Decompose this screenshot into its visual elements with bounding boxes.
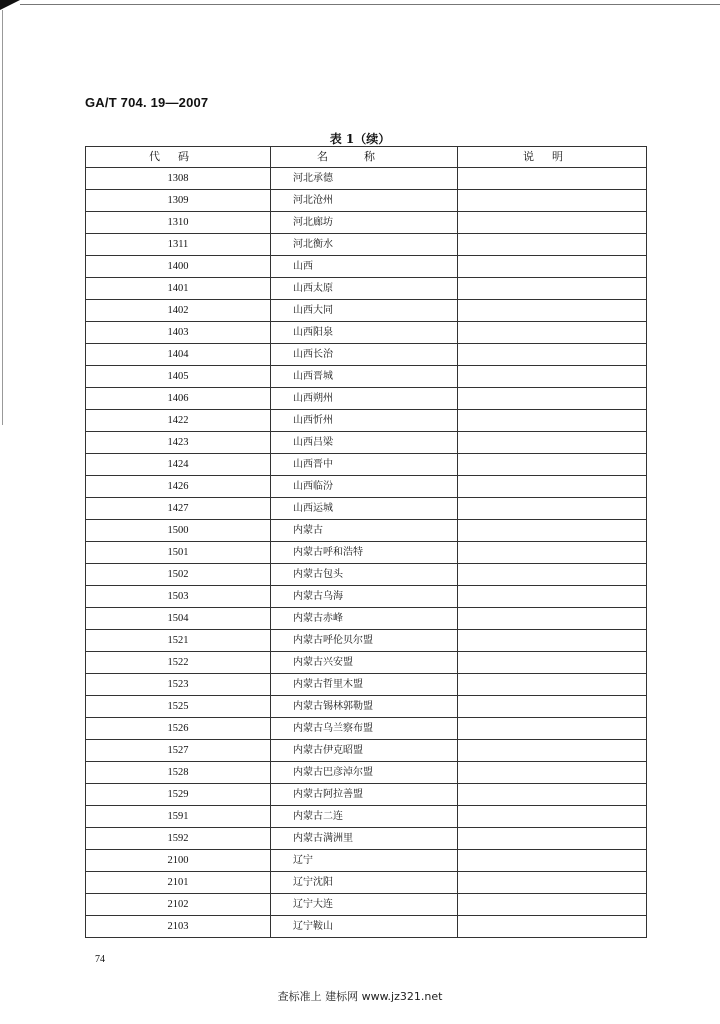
table-row [86, 410, 647, 432]
name-cell: 山西大同 [271, 300, 458, 322]
description-cell [458, 652, 647, 674]
name-cell: 内蒙古伊克昭盟 [271, 740, 458, 762]
table-row [86, 212, 647, 234]
table-row [86, 498, 647, 520]
table-row [86, 828, 647, 850]
name-cell: 内蒙古呼伦贝尔盟 [271, 630, 458, 652]
name-cell: 山西晋中 [271, 454, 458, 476]
description-cell [458, 740, 647, 762]
description-cell [458, 476, 647, 498]
table-row [86, 696, 647, 718]
table-body [86, 168, 647, 938]
code-cell: 1521 [86, 630, 271, 652]
standard-number: GA/T 704. 19—2007 [85, 95, 209, 110]
description-cell [458, 850, 647, 872]
code-cell: 2103 [86, 916, 271, 938]
description-cell [458, 498, 647, 520]
table-row [86, 344, 647, 366]
code-cell: 1427 [86, 498, 271, 520]
name-cell: 河北沧州 [271, 190, 458, 212]
name-cell: 内蒙古满洲里 [271, 828, 458, 850]
table-row [86, 520, 647, 542]
code-cell: 1527 [86, 740, 271, 762]
code-cell: 1424 [86, 454, 271, 476]
code-cell: 1423 [86, 432, 271, 454]
name-cell: 河北承德 [271, 168, 458, 190]
code-cell: 2100 [86, 850, 271, 872]
table-row [86, 300, 647, 322]
table-row [86, 564, 647, 586]
name-cell: 内蒙古二连 [271, 806, 458, 828]
code-cell: 1501 [86, 542, 271, 564]
table-header [86, 147, 647, 168]
table-row [86, 784, 647, 806]
code-cell: 1528 [86, 762, 271, 784]
code-cell: 2102 [86, 894, 271, 916]
name-cell: 山西临汾 [271, 476, 458, 498]
table-row [86, 190, 647, 212]
description-cell [458, 806, 647, 828]
code-cell: 1405 [86, 366, 271, 388]
description-cell [458, 190, 647, 212]
code-cell: 1529 [86, 784, 271, 806]
table-row [86, 256, 647, 278]
name-cell: 内蒙古乌海 [271, 586, 458, 608]
description-cell [458, 454, 647, 476]
table-row [86, 476, 647, 498]
table-row [86, 586, 647, 608]
description-cell [458, 608, 647, 630]
description-cell [458, 872, 647, 894]
footer-watermark: 查标准上 建标网 www.jz321.net [277, 990, 443, 1003]
name-cell: 内蒙古呼和浩特 [271, 542, 458, 564]
code-cell: 1422 [86, 410, 271, 432]
code-cell: 1500 [86, 520, 271, 542]
name-cell: 山西运城 [271, 498, 458, 520]
description-cell [458, 322, 647, 344]
name-cell: 山西朔州 [271, 388, 458, 410]
top-border-line [20, 4, 720, 5]
description-cell [458, 586, 647, 608]
code-cell: 1309 [86, 190, 271, 212]
code-cell: 1526 [86, 718, 271, 740]
table-row [86, 388, 647, 410]
name-cell: 内蒙古乌兰察布盟 [271, 718, 458, 740]
table-row [86, 366, 647, 388]
description-cell [458, 520, 647, 542]
description-cell [458, 674, 647, 696]
code-cell: 1591 [86, 806, 271, 828]
code-cell: 1503 [86, 586, 271, 608]
description-cell [458, 168, 647, 190]
name-cell: 内蒙古哲里木盟 [271, 674, 458, 696]
table-row [86, 630, 647, 652]
table-header-row [86, 147, 647, 168]
name-cell: 内蒙古兴安盟 [271, 652, 458, 674]
description-cell [458, 344, 647, 366]
table-row [86, 608, 647, 630]
name-cell: 山西 [271, 256, 458, 278]
table-row [86, 894, 647, 916]
code-cell: 1308 [86, 168, 271, 190]
description-cell [458, 894, 647, 916]
description-cell [458, 388, 647, 410]
table-row [86, 234, 647, 256]
name-cell: 山西长治 [271, 344, 458, 366]
name-cell: 山西太原 [271, 278, 458, 300]
region-code-table [85, 146, 647, 938]
table-row [86, 674, 647, 696]
description-cell [458, 718, 647, 740]
table-row [86, 652, 647, 674]
description-cell [458, 212, 647, 234]
description-cell [458, 696, 647, 718]
code-cell: 1523 [86, 674, 271, 696]
table-row [86, 850, 647, 872]
name-cell: 内蒙古 [271, 520, 458, 542]
name-cell: 山西吕梁 [271, 432, 458, 454]
code-cell: 2101 [86, 872, 271, 894]
name-cell: 辽宁大连 [271, 894, 458, 916]
code-cell: 1502 [86, 564, 271, 586]
description-cell [458, 542, 647, 564]
description-cell [458, 784, 647, 806]
table-row [86, 542, 647, 564]
description-cell [458, 278, 647, 300]
table-row [86, 718, 647, 740]
code-cell: 1525 [86, 696, 271, 718]
name-cell: 内蒙古阿拉善盟 [271, 784, 458, 806]
code-cell: 1504 [86, 608, 271, 630]
description-cell [458, 762, 647, 784]
description-cell [458, 234, 647, 256]
description-cell [458, 564, 647, 586]
table-row [86, 762, 647, 784]
code-cell: 1404 [86, 344, 271, 366]
name-cell: 山西晋城 [271, 366, 458, 388]
description-cell [458, 366, 647, 388]
table-row [86, 168, 647, 190]
description-cell [458, 256, 647, 278]
table-row [86, 432, 647, 454]
header-name: 名称 [271, 147, 458, 168]
code-cell: 1406 [86, 388, 271, 410]
name-cell: 河北衡水 [271, 234, 458, 256]
table-row [86, 278, 647, 300]
table-row [86, 872, 647, 894]
table-row [86, 322, 647, 344]
name-cell: 内蒙古赤峰 [271, 608, 458, 630]
code-cell: 1426 [86, 476, 271, 498]
code-cell: 1592 [86, 828, 271, 850]
description-cell [458, 828, 647, 850]
code-cell: 1400 [86, 256, 271, 278]
code-cell: 1522 [86, 652, 271, 674]
table-row [86, 740, 647, 762]
name-cell: 辽宁 [271, 850, 458, 872]
code-cell: 1401 [86, 278, 271, 300]
header-description: 说明 [458, 147, 647, 168]
name-cell: 山西忻州 [271, 410, 458, 432]
code-cell: 1403 [86, 322, 271, 344]
code-cell: 1311 [86, 234, 271, 256]
description-cell [458, 432, 647, 454]
description-cell [458, 630, 647, 652]
header-code: 代码 [86, 147, 271, 168]
table-row [86, 454, 647, 476]
table-row [86, 806, 647, 828]
code-cell: 1402 [86, 300, 271, 322]
table-caption: 表 1（续） [329, 132, 391, 146]
name-cell: 辽宁鞍山 [271, 916, 458, 938]
left-border-line [2, 10, 3, 425]
name-cell: 辽宁沈阳 [271, 872, 458, 894]
page-number: 74 [95, 954, 105, 965]
name-cell: 山西阳泉 [271, 322, 458, 344]
table-row [86, 916, 647, 938]
name-cell: 内蒙古包头 [271, 564, 458, 586]
description-cell [458, 410, 647, 432]
name-cell: 内蒙古锡林郭勒盟 [271, 696, 458, 718]
name-cell: 内蒙古巴彦淖尔盟 [271, 762, 458, 784]
page-corner-mark [0, 0, 20, 10]
code-cell: 1310 [86, 212, 271, 234]
name-cell: 河北廊坊 [271, 212, 458, 234]
description-cell [458, 916, 647, 938]
description-cell [458, 300, 647, 322]
